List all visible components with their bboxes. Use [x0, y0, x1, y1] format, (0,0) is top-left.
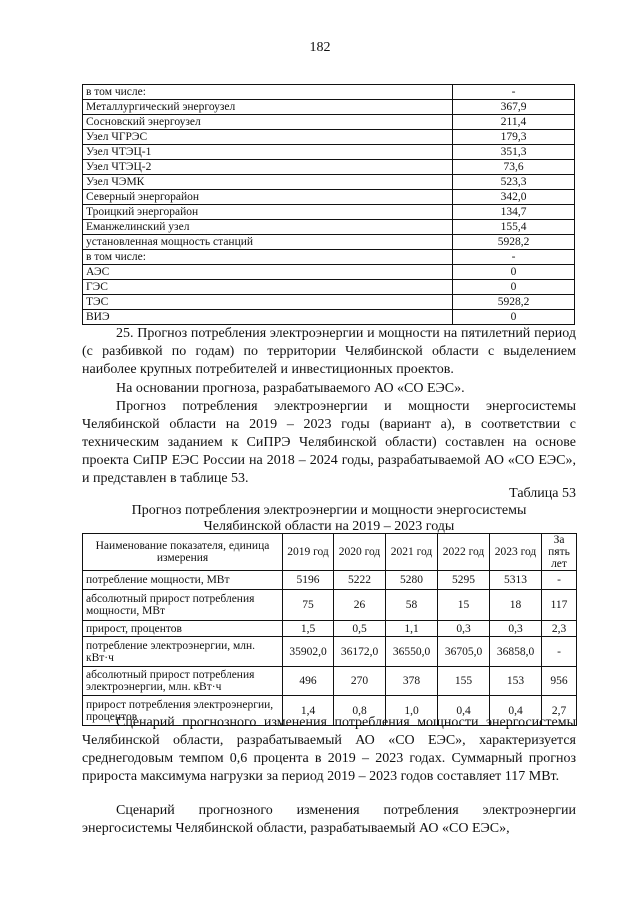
row-label: Узел ЧГРЭС	[83, 130, 453, 145]
column-header: За пять лет	[542, 534, 577, 571]
indicator-value: 0,3	[490, 621, 542, 637]
indicator-value: 1,5	[283, 621, 334, 637]
column-header: 2020 год	[334, 534, 386, 571]
row-value: 73,6	[453, 160, 575, 175]
table-row	[83, 250, 575, 265]
indicator-name: абсолютный прирост потребления мощности, МВт	[83, 590, 283, 621]
indicator-value: 956	[542, 667, 577, 696]
table-row	[83, 85, 575, 100]
row-value: -	[453, 250, 575, 265]
indicator-value: 15	[438, 590, 490, 621]
indicator-value: 75	[283, 590, 334, 621]
indicator-value: 378	[386, 667, 438, 696]
row-value: 367,9	[453, 100, 575, 115]
row-value: 5928,2	[453, 235, 575, 250]
indicator-value: 5313	[490, 571, 542, 590]
indicator-value: -	[542, 571, 577, 590]
row-label: Узел ЧТЭЦ-1	[83, 145, 453, 160]
indicator-value: 35902,0	[283, 637, 334, 667]
indicator-value: 36550,0	[386, 637, 438, 667]
indicator-value: 5295	[438, 571, 490, 590]
indicator-value: 155	[438, 667, 490, 696]
row-label: установленная мощность станций	[83, 235, 453, 250]
column-header: 2023 год	[490, 534, 542, 571]
table-row	[83, 160, 575, 175]
row-value: 0	[453, 280, 575, 295]
row-value: 351,3	[453, 145, 575, 160]
indicator-name: абсолютный прирост потребления электроэнергии, млн. кВт·ч	[83, 667, 283, 696]
table-row	[83, 190, 575, 205]
indicator-value: 0,4	[490, 696, 542, 726]
row-label: Еманжелинский узел	[83, 220, 453, 235]
table-row	[83, 265, 575, 280]
table-row	[83, 637, 577, 667]
table-caption-line1: Прогноз потребления электроэнергии и мощности энергосистемы	[131, 503, 527, 518]
row-value: 134,7	[453, 205, 575, 220]
table-row	[83, 280, 575, 295]
row-value: 5928,2	[453, 295, 575, 310]
indicator-value: 5196	[283, 571, 334, 590]
row-value: -	[453, 85, 575, 100]
indicator-value: 58	[386, 590, 438, 621]
indicator-value: 117	[542, 590, 577, 621]
indicator-value: 2,3	[542, 621, 577, 637]
column-header: 2019 год	[283, 534, 334, 571]
indicator-value: 0,4	[438, 696, 490, 726]
indicator-name: потребление мощности, МВт	[83, 571, 283, 590]
indicator-value: 1,0	[386, 696, 438, 726]
table-row	[83, 295, 575, 310]
indicator-value: 1,4	[283, 696, 334, 726]
indicator-value: 1,1	[386, 621, 438, 637]
table-row	[83, 571, 577, 590]
indicator-value: 36705,0	[438, 637, 490, 667]
substation-power-table	[82, 84, 575, 325]
indicator-value: 270	[334, 667, 386, 696]
row-label: Северный энергорайон	[83, 190, 453, 205]
row-label: Металлургический энергоузел	[83, 100, 453, 115]
row-value: 0	[453, 310, 575, 325]
paragraph-25: 25. Прогноз потребления электроэнергии и мощности на пятилетний период (с разбивкой по годам) по территории Челябинской области с выделением наиболее крупных потребителей и инвестиционных проектов.	[82, 326, 576, 377]
row-label: ГЭС	[83, 280, 453, 295]
table-row	[83, 590, 577, 621]
row-value: 211,4	[453, 115, 575, 130]
indicator-value: 496	[283, 667, 334, 696]
row-value: 342,0	[453, 190, 575, 205]
forecast-table-53	[82, 533, 577, 726]
indicator-name: прирост потребления электроэнергии, процентов	[83, 696, 283, 726]
table-row	[83, 100, 575, 115]
indicator-value: 26	[334, 590, 386, 621]
indicator-value: 5222	[334, 571, 386, 590]
row-value: 179,3	[453, 130, 575, 145]
table-caption-line2: Челябинской области на 2019 – 2023 годы	[203, 519, 455, 534]
indicator-value: 0,5	[334, 621, 386, 637]
row-label: АЭС	[83, 265, 453, 280]
indicator-name: прирост, процентов	[83, 621, 283, 637]
row-value: 523,3	[453, 175, 575, 190]
table-row	[83, 235, 575, 250]
table-row	[83, 130, 575, 145]
paragraph-forecast-intro: Прогноз потребления электроэнергии и мощности энергосистемы Челябинской области на 2019 – 2023 годы (вариант а), в соответствии с техническим заданием к СиПРЭ Челябинской области) составлен на основе проекта СиПР ЕЭС России на 2018 – 2024 годы, разрабатываемой АО «СО ЕЭС», и представлен в таблице 53.	[82, 399, 576, 486]
indicator-value: 153	[490, 667, 542, 696]
indicator-value: 5280	[386, 571, 438, 590]
indicator-value: -	[542, 637, 577, 667]
table-row	[83, 667, 577, 696]
column-header: 2021 год	[386, 534, 438, 571]
row-label: Сосновский энергоузел	[83, 115, 453, 130]
table-row	[83, 175, 575, 190]
indicator-value: 0,8	[334, 696, 386, 726]
row-label: Узел ЧТЭЦ-2	[83, 160, 453, 175]
paragraph-energy-scenario: Сценарий прогнозного изменения потребления электроэнергии энергосистемы Челябинской области, разрабатываемый АО «СО ЕЭС»,	[82, 803, 576, 836]
row-value: 155,4	[453, 220, 575, 235]
indicator-value: 18	[490, 590, 542, 621]
table-row	[83, 310, 575, 325]
indicator-value: 36172,0	[334, 637, 386, 667]
row-value: 0	[453, 265, 575, 280]
table-row	[83, 115, 575, 130]
row-label: Троицкий энергорайон	[83, 205, 453, 220]
row-label: в том числе:	[83, 85, 453, 100]
row-label: Узел ЧЭМК	[83, 175, 453, 190]
column-header: 2022 год	[438, 534, 490, 571]
table-row	[83, 621, 577, 637]
indicator-value: 0,3	[438, 621, 490, 637]
table-row	[83, 220, 575, 235]
row-label: ТЭС	[83, 295, 453, 310]
paragraph-power-scenario: Сценарий прогнозного изменения потребления мощности энергосистемы Челябинской области, разрабатываемый АО «СО ЕЭС», характеризуется среднегодовым темпом 0,6 процента в 2019 – 2023 годах. Суммарный прогноз прироста максимума нагрузки за период 2019 – 2023 годов составляет 117 МВт.	[82, 715, 576, 784]
paragraph-source: На основании прогноза, разрабатываемого АО «СО ЕЭС».	[116, 381, 465, 396]
table-label: Таблица 53	[509, 486, 576, 501]
table-row	[83, 205, 575, 220]
page-number: 182	[309, 40, 331, 55]
row-label: в том числе:	[83, 250, 453, 265]
indicator-name: потребление электроэнергии, млн. кВт·ч	[83, 637, 283, 667]
indicator-value: 2,7	[542, 696, 577, 726]
column-header: Наименование показателя, единица измерения	[83, 534, 283, 571]
indicator-value: 36858,0	[490, 637, 542, 667]
table-row	[83, 145, 575, 160]
row-label: ВИЭ	[83, 310, 453, 325]
